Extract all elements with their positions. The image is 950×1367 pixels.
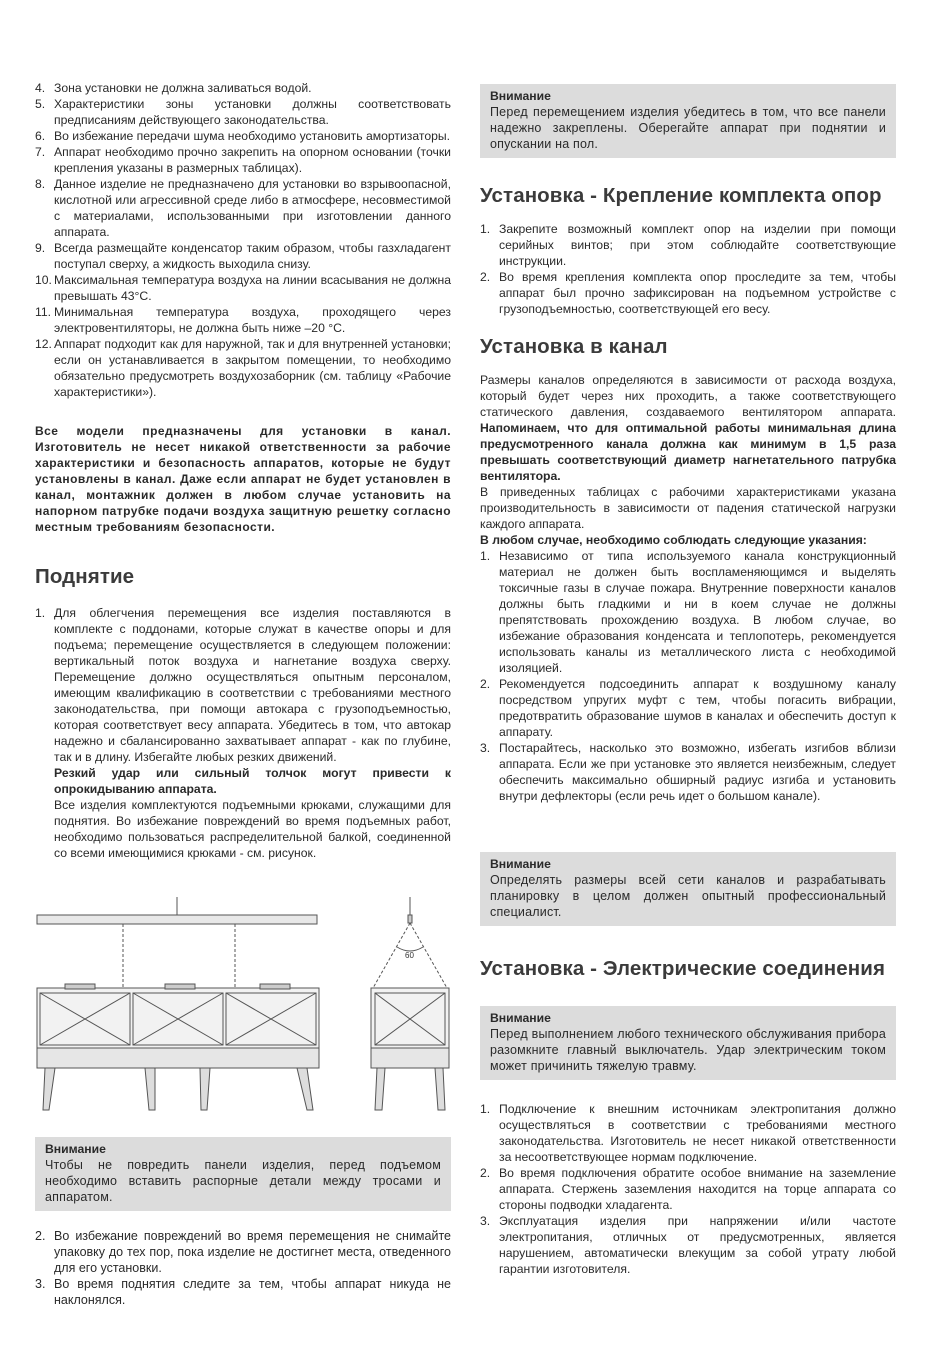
spreader-beam: [37, 915, 317, 924]
list-item-text: Во избежание передачи шума необходимо установить амортизаторы.: [54, 129, 451, 143]
attention-box-electric: [480, 1006, 896, 1080]
attention-box-spacers: [35, 1137, 451, 1211]
duct-list: [480, 548, 896, 804]
list-item: 8. Данное изделие не предназначено для установки во взрывоопасной, кислотной или агрессивной среде либо в атмосфере, несовместимой с материалами, использованными при изготовлении данного аппарата.: [35, 177, 451, 239]
attention-body: Перед выполнением любого технического обслуживания прибора разомкните главный выключатель. Удар электрическим током может причинить тяжелую травму.: [490, 1027, 886, 1073]
lifting-list-continued: [35, 1228, 451, 1308]
list-item-text: Данное изделие не предназначено для установки во взрывоопасной, кислотной или агрессивной среде либо в атмосфере, несовместимой с материалами, использованными при изготовлении данного аппарата.: [54, 177, 451, 239]
list-item: 12. Аппарат подходит как для наружной, так и для внутренней установки; если он устанавливается в закрытом помещении, то необходимо обязательно предусмотреть воздухозаборник (см. таблицу «Рабочие характеристики»).: [35, 337, 451, 399]
list-item-text: Постарайтесь, насколько это возможно, избегать изгибов вблизи аппарата. Если же при установке это является неизбежным, следует обеспечить максимально обширный радиус изгиба и установить внутри дефлекторы (если речь идет о большом канале).: [499, 741, 896, 803]
attention-box-network: [480, 852, 896, 926]
duct-warning: Все модели предназначены для установки в канал. Изготовитель не несет никакой ответственности за рабочие характеристики и безопасность аппаратов, которые не будут установлены в канал. Даже если аппарат не будет установлен в канал, монтажник должен в любом случае установить на напорном патрубке подачи воздуха защитную решетку согласно местным требованиям безопасности.: [35, 424, 451, 534]
tip-over-warning: Резкий удар или сильный толчок могут привести к опрокидыванию аппарата.: [54, 766, 451, 796]
list-item-text: Характеристики зоны установки должны соответствовать предписаниям действующего законодательства.: [54, 97, 451, 127]
list-item: 3. Во время поднятия следите за тем, чтобы аппарат никуда не наклонялся.: [35, 1277, 451, 1307]
list-item-text: Закрепите возможный комплект опор на изделии при помощи серийных винтов; при этом соблюдайте соответствующие инструкции.: [499, 222, 896, 268]
lifting-list: [35, 605, 451, 861]
list-item-text: Максимальная температура воздуха на линии всасывания не должна превышать 43°C.: [54, 273, 451, 303]
duct-paragraph: Размеры каналов определяются в зависимости от расхода воздуха, который будет через них проходить, а также соответствующего статического давления, создаваемого вентилятором аппарата. Напоминаем, что для оптимальной работы минимальная длина предусмотренного канала должна как минимум в 1,5 раза превышать соответствующий диаметр нагнетательного патрубка вентилятора.: [480, 373, 896, 483]
list-item: 7. Аппарат необходимо прочно закрепить на опорном основании (точки крепления указаны в размерных таблицах).: [35, 145, 451, 175]
section-title-electric: Установка - Электрические соединения: [480, 957, 886, 980]
attention-title: Внимание: [490, 89, 551, 103]
attention-title: Внимание: [490, 1011, 551, 1025]
list-item: 2. Во время крепления комплекта опор проследите за тем, чтобы аппарат был прочно зафиксирован на подъемном устройстве с грузоподъемностью, соответствующей его весу.: [480, 270, 896, 316]
list-item-text: Все изделия комплектуются подъемными крюками, служащими для поднятия. Во избежание повреждений во время подъемных работ, необходимо пользоваться распределительной балкой, соединенной со всеми имеющимися крюками - см. рисунок.: [54, 798, 451, 860]
lifting-diagram: [35, 895, 455, 1117]
list-item: 1. Подключение к внешним источникам электропитания должно осуществляться в соответствии с требованиями местного законодательства. Изготовитель не несет никакой ответственности за несоответствующее нормам подключение.: [480, 1102, 896, 1164]
duct-section: [480, 335, 896, 804]
list-item: 2. Во время подключения обратите особое внимание на заземление аппарата. Стержень заземления находится на торце аппарата со стороны подводки хладагента.: [480, 1166, 896, 1212]
list-item-text: Во время крепления комплекта опор проследите за тем, чтобы аппарат был прочно зафиксирован на подъемном устройстве с грузоподъемностью, соответствующей его весу.: [499, 270, 896, 316]
list-item: 1. Независимо от типа используемого канала конструкционный материал не должен быть воспламеняющимся и выделять токсичные газы в случае пожара. Внутренние поверхности каналов должны быть гладкими и ни в коем случае не должны препятствовать прохождению воздуха. В любом случае, во избежание образования конденсата и теплопотерь, рекомендуется использовать каналы из металлического листа с необходимой изоляцией.: [480, 549, 896, 675]
list-item: 5. Характеристики зоны установки должны соответствовать предписаниям действующего законодательства.: [35, 97, 451, 127]
duct-instructions-heading: В любом случае, необходимо соблюдать следующие указания:: [480, 533, 867, 547]
attention-box-panels: [480, 84, 896, 158]
list-item: 1. Для облегчения перемещения все изделия поставляются в комплекте с поддонами, которые служат в качестве опоры и для подъема; перемещение осуществляется в следующем положении: вертикальный поток воздуха и нагнетание воздуха сверху. Перемещение должно осуществляться опытным персоналом, имеющим квалификацию в соответствии с требованиями местного законодательства, при помощи автокара с грузоподъемностью, которая соответствует весу аппарата. Убедитесь в том, что автокар надежно и сбалансированно захватывает аппарат - как по глубине, так и в длину. Избегайте любых резких движений. Резкий удар или сильный толчок могут привести к опрокидыванию аппарата. Все изделия комплектуются подъемными крюками, служащими для поднятия. Во избежание повреждений во время подъемных работ, необходимо пользоваться распределительной балкой, соединенной со всеми имеющимися крюками - см. рисунок.: [35, 606, 451, 860]
duct-length-note: Напоминаем, что для оптимальной работы минимальная длина предусмотренного канала должна как минимум в 1,5 раза превышать соответствующий диаметр нагнетательного патрубка вентилятора.: [480, 421, 896, 483]
list-item: 4. Зона установки не должна заливаться водой.: [35, 81, 312, 95]
list-item-text: Независимо от типа используемого канала конструкционный материал не должен быть воспламеняющимся и выделять токсичные газы в случае пожара. Внутренние поверхности каналов должны быть гладкими и ни в коем случае не должны препятствовать прохождению воздуха. В любом случае, во избежание образования конденсата и теплопотерь, рекомендуется использовать каналы из металлического листа с необходимой изоляцией.: [499, 549, 896, 675]
list-item-text: Рекомендуется подсоединить аппарат к воздушному каналу посредством упругих муфт с тем, чтобы погасить вибрации, предотвратить образование шумов в каналах и обеспечить доступ к аппарату.: [499, 677, 896, 739]
section-title-supports: Установка - Крепление комплекта опор: [480, 184, 882, 207]
list-item-text: Подключение к внешним источникам электропитания должно осуществляться в соответствии с требованиями местного законодательства. Изготовитель не несет никакой ответственности за несоответствующее нормам подключение.: [499, 1102, 896, 1164]
supports-section: [480, 184, 896, 317]
attention-title: Внимание: [490, 857, 551, 871]
list-item: 1. Закрепите возможный комплект опор на изделии при помощи серийных винтов; при этом соблюдайте соответствующие инструкции.: [480, 222, 896, 268]
section-title-duct: Установка в канал: [480, 335, 668, 358]
list-item-text: Минимальная температура воздуха, проходящего через электровентиляторы, не должна быть ниже –20 °С.: [54, 305, 451, 335]
unit-side-view: [371, 897, 449, 1110]
list-item: 3. Эксплуатация изделия при напряжении и/или частоте электропитания, отличных от предусмотренных, является нарушением, автоматически влекущим за собой утрату любой гарантии изготовителя.: [480, 1214, 896, 1276]
list-item-text: Для облегчения перемещения все изделия поставляются в комплекте с поддонами, которые служат в качестве опоры и для подъема; перемещение осуществляется в следующем положении: вертикальный поток воздуха и нагнетание воздуха сверху. Перемещение должно осуществляться опытным персоналом, имеющим квалификацию в соответствии с требованиями местного законодательства, при помощи автокара с грузоподъемностью, которая соответствует весу аппарата. Убедитесь в том, что автокар надежно и сбалансированно захватывает аппарат - как по глубине, так и в длину. Избегайте любых резких движений.: [54, 606, 451, 764]
attention-body: Чтобы не повредить панели изделия, перед подъемом необходимо вставить распорные детали между тросами и аппаратом.: [45, 1158, 441, 1204]
list-item: 6. Во избежание передачи шума необходимо установить амортизаторы.: [35, 129, 451, 143]
list-item: 2. Рекомендуется подсоединить аппарат к воздушному каналу посредством упругих муфт с тем, чтобы погасить вибрации, предотвратить образование шумов в каналах и обеспечить доступ к аппарату.: [480, 677, 896, 739]
list-item-text: Аппарат необходимо прочно закрепить на опорном основании (точки крепления указаны в размерных таблицах).: [54, 145, 451, 175]
list-item: 10. Максимальная температура воздуха на линии всасывания не должна превышать 43°C.: [35, 273, 451, 303]
list-item-text: Во время подключения обратите особое внимание на заземление аппарата. Стержень заземления находится на торце аппарата со стороны подводки хладагента.: [499, 1166, 896, 1212]
list-item: 3. Постарайтесь, насколько это возможно, избегать изгибов вблизи аппарата. Если же при установке это является неизбежным, следует обеспечить максимально обширный радиус изгиба и установить внутри дефлекторы (если речь идет о большом канале).: [480, 741, 896, 803]
duct-paragraph: В приведенных таблицах с рабочими характеристиками указана производительность в зависимости от падения статической нагрузки каждого аппарата.: [480, 485, 896, 531]
list-item: 9. Всегда размещайте конденсатор таким образом, чтобы газхладагент поступал сверху, а жидкость выходила снизу.: [35, 241, 451, 271]
installation-list: [35, 80, 451, 400]
list-item-text: Всегда размещайте конденсатор таким образом, чтобы газхладагент поступал сверху, а жидкость выходила снизу.: [54, 241, 451, 271]
list-item-text: Во избежание повреждений во время перемещения не снимайте упаковку до тех пор, пока изделие не достигнет места, отведенного для его установки.: [54, 1229, 451, 1275]
list-item-text: Аппарат подходит как для наружной, так и для внутренней установки; если он устанавливается в закрытом помещении, то необходимо обязательно предусмотреть воздухозаборник (см. таблицу «Рабочие характеристики»).: [54, 337, 451, 399]
attention-body: Определять размеры всей сети каналов и разрабатывать планировку в целом должен опытный профессиональный специалист.: [490, 873, 886, 919]
attention-title: Внимание: [45, 1142, 106, 1156]
list-item: 11. Минимальная температура воздуха, проходящего через электровентиляторы, не должна быть ниже –20 °С.: [35, 305, 451, 335]
attention-body: Перед перемещением изделия убедитесь в том, что все панели надежно закреплены. Оберегайте аппарат при поднятии и опускании на пол.: [490, 105, 886, 151]
list-item-text: Зона установки не должна заливаться водой.: [54, 81, 312, 95]
section-title-lifting: Поднятие: [35, 565, 135, 588]
unit-long-view: [37, 984, 319, 1110]
list-item: 2. Во избежание повреждений во время перемещения не снимайте упаковку до тех пор, пока изделие не достигнет места, отведенного для его установки.: [35, 1229, 451, 1275]
list-item-text: Во время поднятия следите за тем, чтобы аппарат никуда не наклонялся.: [54, 1277, 451, 1307]
angle-label: 60: [405, 951, 414, 960]
electric-list: [480, 1101, 896, 1277]
supports-list: [480, 221, 896, 317]
left-column: [35, 80, 451, 861]
list-item-text: Эксплуатация изделия при напряжении и/или частоте электропитания, отличных от предусмотренных, является нарушением, автоматически влекущим за собой утрату любой гарантии изготовителя.: [499, 1214, 896, 1276]
